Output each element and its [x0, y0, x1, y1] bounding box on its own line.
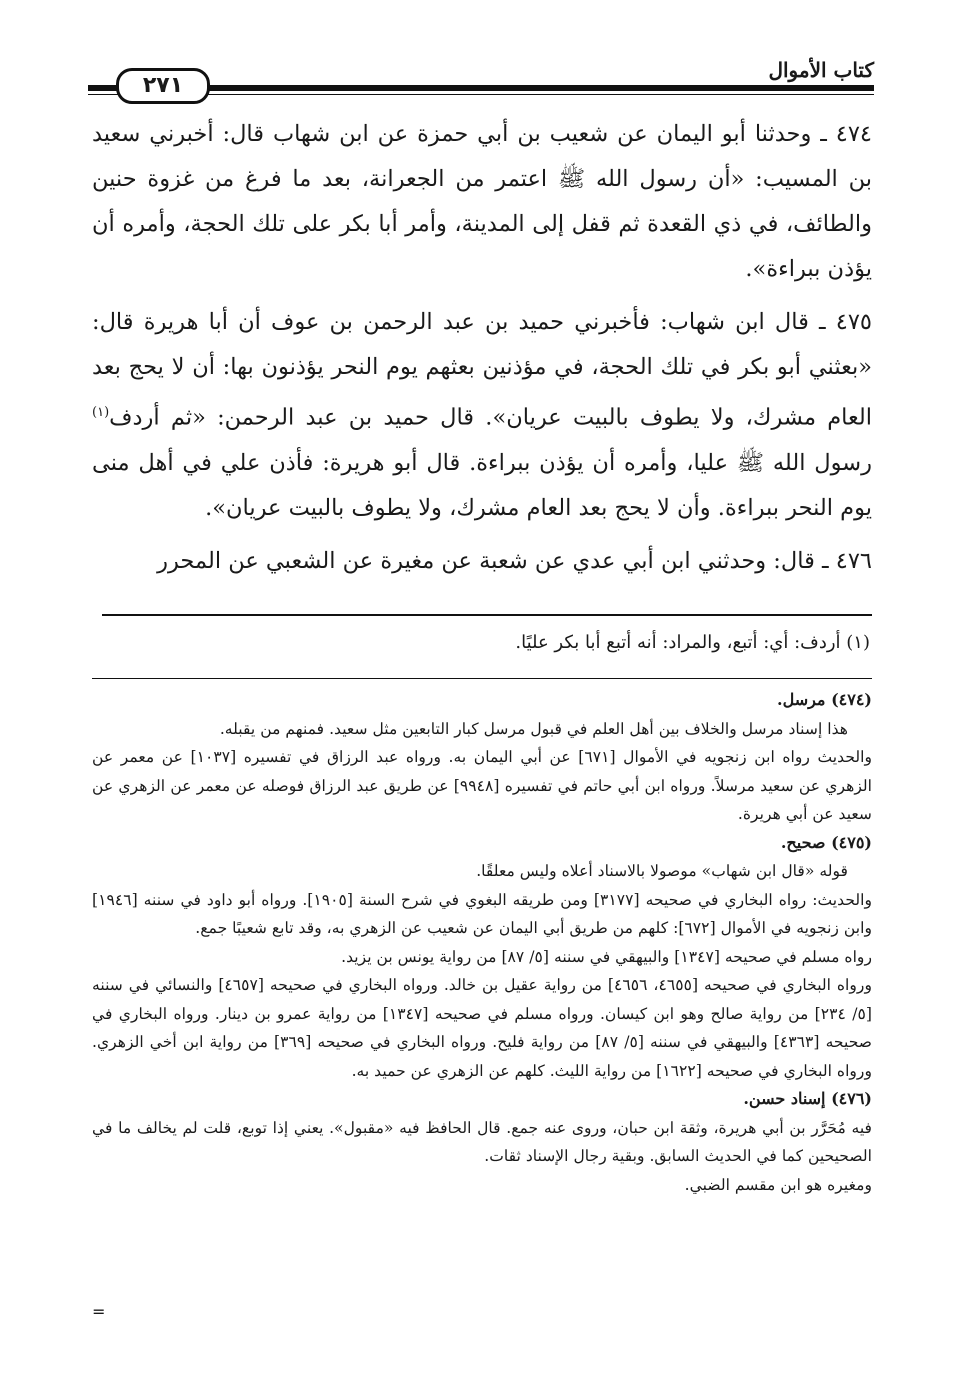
takhrij-474-line1: هذا إسناد مرسل والخلاف بين أهل العلم في قبول مرسل كبار التابعين مثل سعيد. فمنهم من يقبله. [219, 719, 848, 738]
hadith-475-part2: رسول الله ﷺ عليا، وأمره أن يؤذن ببراءة. قال أبو هريرة: فأذن علي في أهل منى يوم النحر ببراءة. وأن لا يحج بعد العام مشرك، ولا يطوف بالبيت عريان». [92, 449, 872, 521]
takhrij-475-line3: رواه مسلم في صحيحه [١٣٤٧] والبيهقي في سننه [٥/ ٨٧] من رواية يونس بن يزيد. [341, 947, 872, 966]
takhrij-rule [92, 678, 872, 679]
takhrij-476-line2: ومغيره هو ابن مقسم الضبي. [684, 1175, 872, 1194]
footnote-ref: (١) [92, 405, 110, 420]
hadith-475 [92, 300, 872, 531]
hadith-474: ٤٧٤ ـ وحدثنا أبو اليمان عن شعيب بن أبي حمزة عن ابن شهاب قال: أخبرني سعيد بن المسيب: «أن رسول الله ﷺ اعتمر من الجعرانة، بعد ما فرغ من غزوة حنين والطائف، في ذي القعدة ثم قفل إلى المدينة، وأمر أبا بكر على تلك الحجة، وأمره أن يؤذن ببراءة». [92, 121, 872, 282]
footnote-rule [102, 614, 872, 616]
hadith-476: ٤٧٦ ـ قال: وحدثني ابن أبي عدي عن شعبة عن مغيرة عن الشعبي عن المحرر [157, 547, 872, 574]
takhrij-474-line2: والحديث رواه ابن زنجويه في الأموال [٦٧١] عن أبي اليمان به. ورواه عبد الرزاق في تفسيره [١٠٣٧] عن معمر عن الزهري عن سعيد مرسلاً. ورواه ابن أبي حاتم في تفسيره [٩٩٤٨] عن طريق عبد الرزاق فوصله عن معمر عن الزهري عن سعيد عن أبي هريرة. [92, 748, 873, 823]
takhrij-476-line1: فيه مُحَرَّر بن أبي هريرة، وثقة ابن حبان، وروى عنه جمع. قال الحافظ فيه «مقبول». يعني إذا توبع، قلت لم يخالف ما في الصحيحين كما في الحديث السابق. وبقية رجال الإسناد ثقات. [92, 1118, 872, 1165]
footnote: (١) أردف: أي: أتبع، والمراد: أنه أتبع أبا بكر عليًا. [515, 632, 870, 653]
takhrij-475-line1: قوله «قال ابن شهاب» موصولا بالاسناد أعلاه وليس معلقًا. [476, 862, 848, 880]
takhrij-section [92, 686, 872, 1199]
page-number: ٢٧١ [116, 68, 210, 104]
main-text [92, 112, 872, 592]
takhrij-475-line4: ورواه البخاري في صحيحه [٤٦٥٥، ٤٦٥٦] من رواية عقيل بن خالد. ورواه البخاري في صحيحه [٤٦٥٧] والنسائي في سننه [٥/ ٢٣٤] من رواية صالح وهو ابن كيسان. ورواه مسلم في صحيحه [١٣٤٧] من رواية عمرو بن دينار. ورواه البخاري في صحيحه [٤٣٦٣] والبيهقي في سننه [٥/ ٨٧] من رواية فليح. ورواه البخاري في صحيحه [٣٦٩] من رواية ابن أخي الزهري. ورواه البخاري في صحيحه [١٦٢٢] من رواية الليث. كلهم عن الزهري عن حميد به. [92, 976, 873, 1080]
takhrij-476-heading: (٤٧٦) إسناد حسن. [743, 1089, 872, 1108]
takhrij-475-heading: (٤٧٥) صحيح. [780, 832, 872, 852]
page-header [88, 58, 874, 98]
continuation-mark: = [92, 1302, 106, 1321]
book-title: كتاب الأموال [768, 58, 874, 82]
takhrij-475-line2: والحديث: رواه البخاري في صحيحه [٣١٧٧] ومن طريقه البغوي في شرح السنة [١٩٠٥]. ورواه أبو داود في سننه [١٩٤٦] وابن زنجويه في الأموال [٦٧٢]: كلهم من طريق أبي اليمان عن شعيب عن الزهري به، وقد تابع شعيبًا جمع. [92, 890, 873, 937]
takhrij-474-heading: (٤٧٤) مرسل. [777, 690, 872, 709]
hadith-475-part1: ٤٧٥ ـ قال ابن شهاب: فأخبرني حميد بن عبد الرحمن بن عوف أن أبا هريرة قال: «بعثني أبو بكر في تلك الحجة، في مؤذنين بعثهم يوم النحر يؤذنون بها: أن لا يحج بعد العام مشرك، ولا يطوف بالبيت عريان». قال حميد بن عبد الرحمن: «ثم أردف [92, 309, 872, 431]
